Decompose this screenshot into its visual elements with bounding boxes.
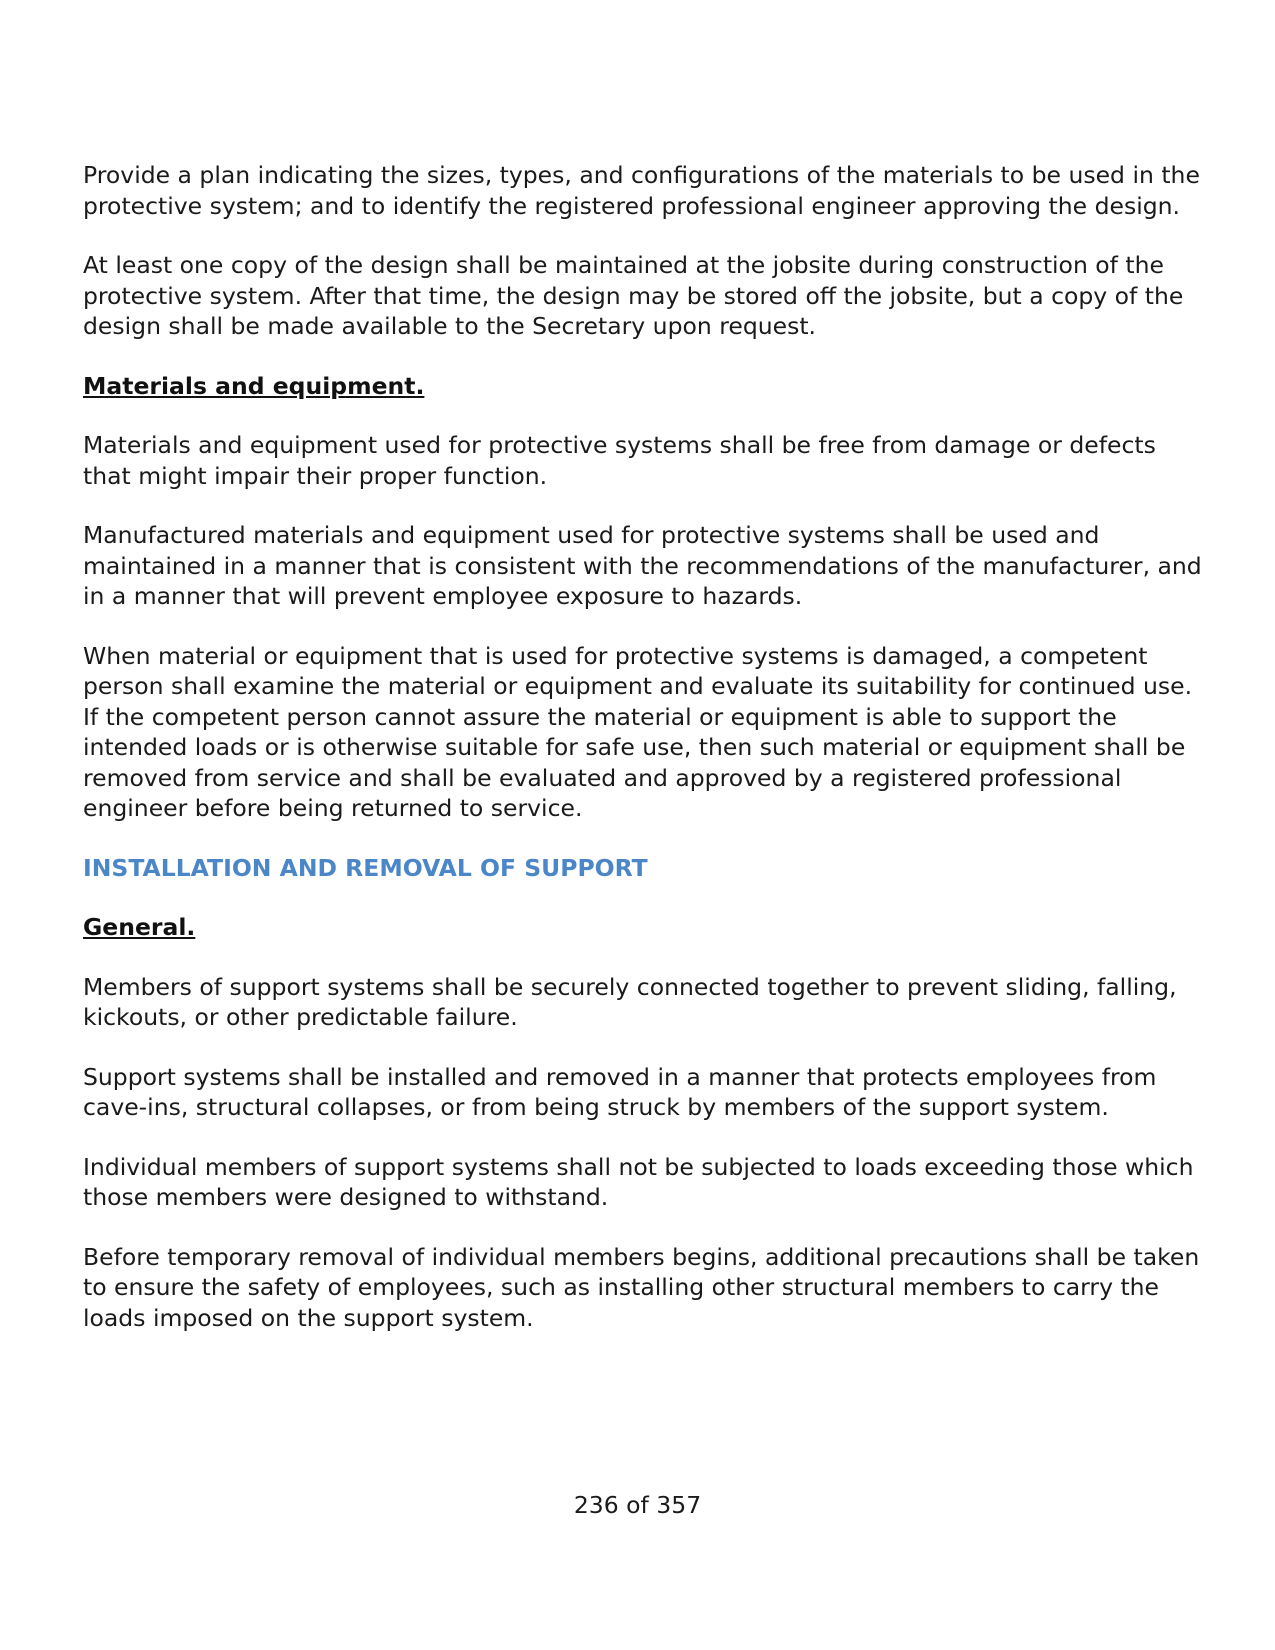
subheading-general: General. — [83, 913, 196, 941]
paragraph-individual-members-loads: Individual members of support systems shall not be subjected to loads exceeding those which those members were designed to withstand. — [83, 1152, 1194, 1211]
paragraph-design-plan: Provide a plan indicating the sizes, types, and configurations of the materials to be used in the protective system; and to identify the registered professional engineer approving the design. — [83, 161, 1200, 220]
paragraph-design-copy: At least one copy of the design shall be maintained at the jobsite during construction of the protective system. After that time, the design may be stored off the jobsite, but a copy of the design shall be made available to the Secretary upon request. — [83, 251, 1184, 340]
document-body — [83, 160, 1203, 1362]
paragraph-manufactured-materials: Manufactured materials and equipment used for protective systems shall be used and maintained in a manner that is consistent with the recommendations of the manufacturer, and in a manner that will prevent employee exposure to hazards. — [83, 521, 1202, 610]
page-number: 236 of 357 — [573, 1491, 702, 1519]
paragraph-installed-removed: Support systems shall be installed and removed in a manner that protects employees from cave-ins, structural collapses, or from being struck by members of the support system. — [83, 1062, 1157, 1121]
section-heading-installation-removal: INSTALLATION AND REMOVAL OF SUPPORT — [83, 853, 648, 882]
subheading-materials-equipment: Materials and equipment. — [83, 371, 425, 400]
paragraph-damaged-material: When material or equipment that is used for protective systems is damaged, a competent person shall examine the material or equipment and evaluate its suitability for continued use. If the competent person cannot assure the material or equipment is able to support the intended loads or is otherwise suitable for safe use, then such material or equipment shall be removed from service and shall be evaluated and approved by a registered professional engineer before being returned to service. — [83, 641, 1193, 822]
paragraph-materials-free-from-damage: Materials and equipment used for protective systems shall be free from damage or defects that might impair their proper function. — [83, 431, 1156, 490]
paragraph-temporary-removal: Before temporary removal of individual members begins, additional precautions shall be taken to ensure the safety of employees, such as installing other structural members to carry the loads imposed on the support system. — [83, 1242, 1200, 1332]
paragraph-members-connected: Members of support systems shall be securely connected together to prevent sliding, falling, kickouts, or other predictable failure. — [83, 972, 1177, 1031]
